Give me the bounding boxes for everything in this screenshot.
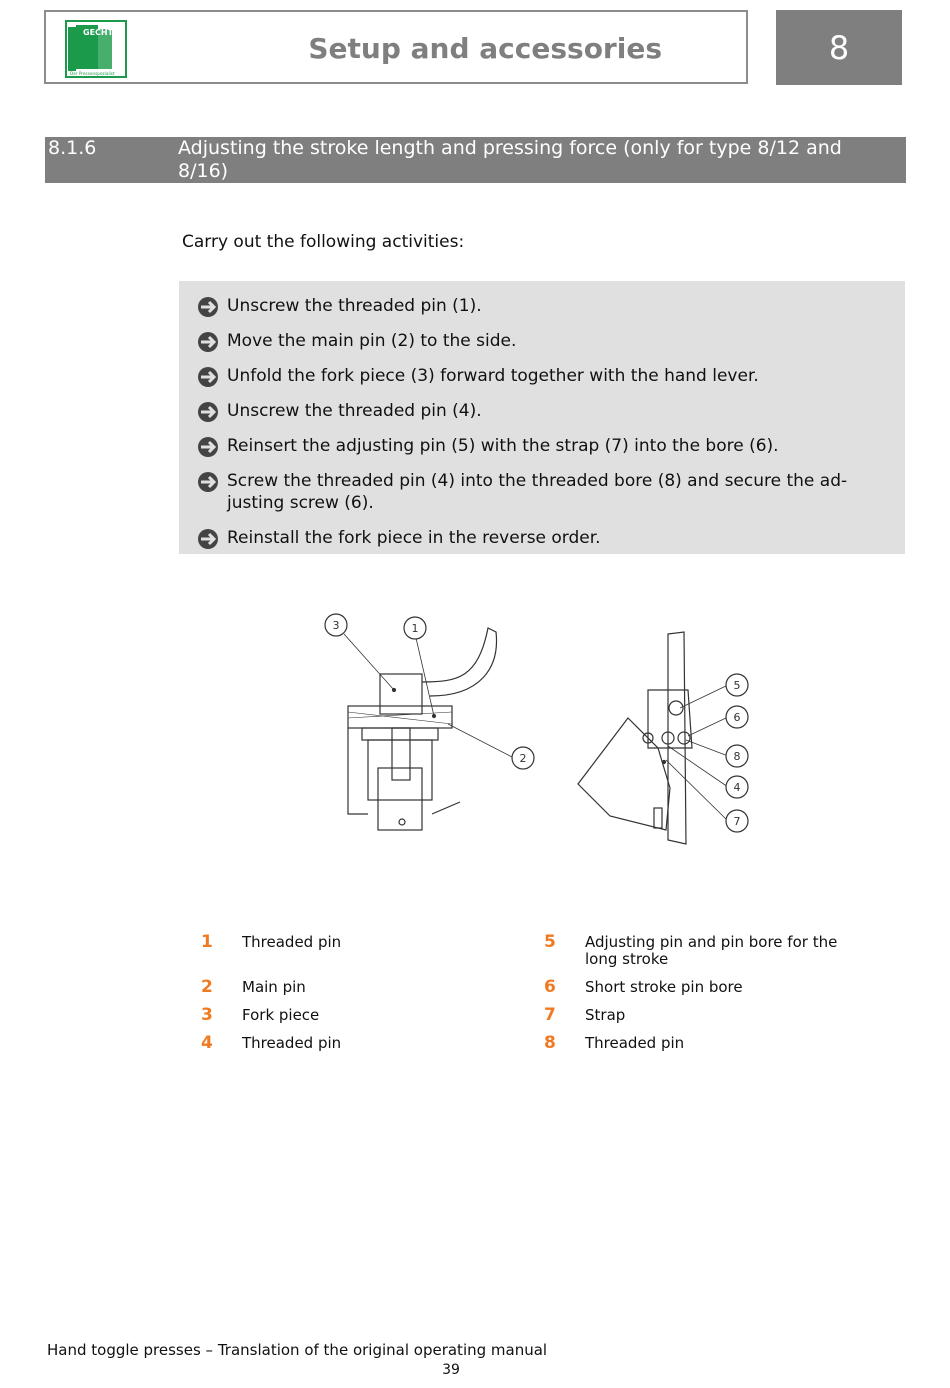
step-text: Unscrew the threaded pin (1). bbox=[227, 296, 482, 316]
legend-label: Main pin bbox=[242, 978, 306, 996]
chapter-number bbox=[776, 10, 902, 85]
legend-number: 2 bbox=[201, 977, 213, 997]
step-text: Move the main pin (2) to the side. bbox=[227, 331, 517, 351]
svg-text:1: 1 bbox=[411, 622, 419, 635]
logo-subtext: Der Pressenspezialist bbox=[70, 71, 115, 76]
instruction-steps bbox=[179, 281, 905, 554]
step-text: Screw the threaded pin (4) into the threaded bore (8) and secure the ad-justing screw (6). bbox=[227, 471, 848, 513]
page-number: 39 bbox=[442, 1362, 460, 1378]
step-item bbox=[197, 470, 891, 514]
callout-1 bbox=[404, 617, 426, 639]
legend-label: Threaded pin bbox=[242, 933, 342, 951]
step-item bbox=[197, 435, 891, 457]
arrow-right-icon bbox=[197, 470, 221, 494]
legend-label: Threaded pin bbox=[242, 1034, 342, 1052]
chapter-number-text: 8 bbox=[828, 28, 850, 67]
arrow-right-icon bbox=[197, 295, 221, 319]
step-item bbox=[197, 527, 891, 549]
step-item bbox=[197, 295, 891, 317]
front-view-drawing bbox=[348, 628, 496, 830]
callout-8 bbox=[726, 745, 748, 767]
intro-text: Carry out the following activities: bbox=[182, 232, 465, 252]
step-text: Unfold the fork piece (3) forward together with the hand lever. bbox=[227, 366, 759, 386]
step-item bbox=[197, 365, 891, 387]
callout-2 bbox=[512, 747, 534, 769]
callout-5 bbox=[726, 674, 748, 696]
svg-text:3: 3 bbox=[332, 619, 340, 632]
callout-6 bbox=[726, 706, 748, 728]
legend-label: Threaded pin bbox=[585, 1034, 685, 1052]
technical-drawing bbox=[318, 608, 758, 858]
svg-text:5: 5 bbox=[733, 679, 741, 692]
section-heading bbox=[45, 137, 906, 183]
arrow-right-icon bbox=[197, 435, 221, 459]
arrow-right-icon bbox=[197, 527, 221, 551]
legend-label: Adjusting pin and pin bore for the long stroke bbox=[585, 933, 838, 968]
arrow-right-icon bbox=[197, 400, 221, 424]
legend-number: 6 bbox=[544, 977, 556, 997]
callout-7 bbox=[726, 810, 748, 832]
callout-4 bbox=[726, 776, 748, 798]
callout-3 bbox=[325, 614, 347, 636]
legend-number: 3 bbox=[201, 1005, 213, 1025]
svg-text:7: 7 bbox=[733, 815, 741, 828]
svg-text:8: 8 bbox=[733, 750, 741, 763]
page-title: Setup and accessories bbox=[308, 32, 662, 65]
svg-text:4: 4 bbox=[733, 781, 741, 794]
arrow-right-icon bbox=[197, 330, 221, 354]
arrow-right-icon bbox=[197, 365, 221, 389]
svg-text:6: 6 bbox=[733, 711, 741, 724]
legend-number: 5 bbox=[544, 932, 556, 952]
step-text: Unscrew the threaded pin (4). bbox=[227, 401, 482, 421]
section-number: 8.1.6 bbox=[48, 137, 97, 159]
legend-label: Fork piece bbox=[242, 1006, 320, 1024]
legend-number: 4 bbox=[201, 1033, 213, 1053]
page-header bbox=[44, 10, 748, 84]
legend-label: Short stroke pin bore bbox=[585, 978, 743, 996]
legend-number: 7 bbox=[544, 1005, 556, 1025]
side-view-drawing bbox=[578, 632, 692, 844]
svg-text:2: 2 bbox=[519, 752, 527, 765]
step-text: Reinstall the fork piece in the reverse order. bbox=[227, 528, 601, 548]
step-item bbox=[197, 400, 891, 422]
step-item bbox=[197, 330, 891, 352]
logo-text: GECHTER bbox=[83, 28, 125, 37]
page-footer: Hand toggle presses – Translation of the original operating manual bbox=[47, 1341, 548, 1359]
legend-label: Strap bbox=[585, 1006, 626, 1024]
legend-number: 1 bbox=[201, 932, 213, 952]
step-text: Reinsert the adjusting pin (5) with the strap (7) into the bore (6). bbox=[227, 436, 779, 456]
legend-number: 8 bbox=[544, 1033, 556, 1053]
section-title: Adjusting the stroke length and pressing force (only for type 8/12 and 8/16) bbox=[178, 137, 842, 182]
